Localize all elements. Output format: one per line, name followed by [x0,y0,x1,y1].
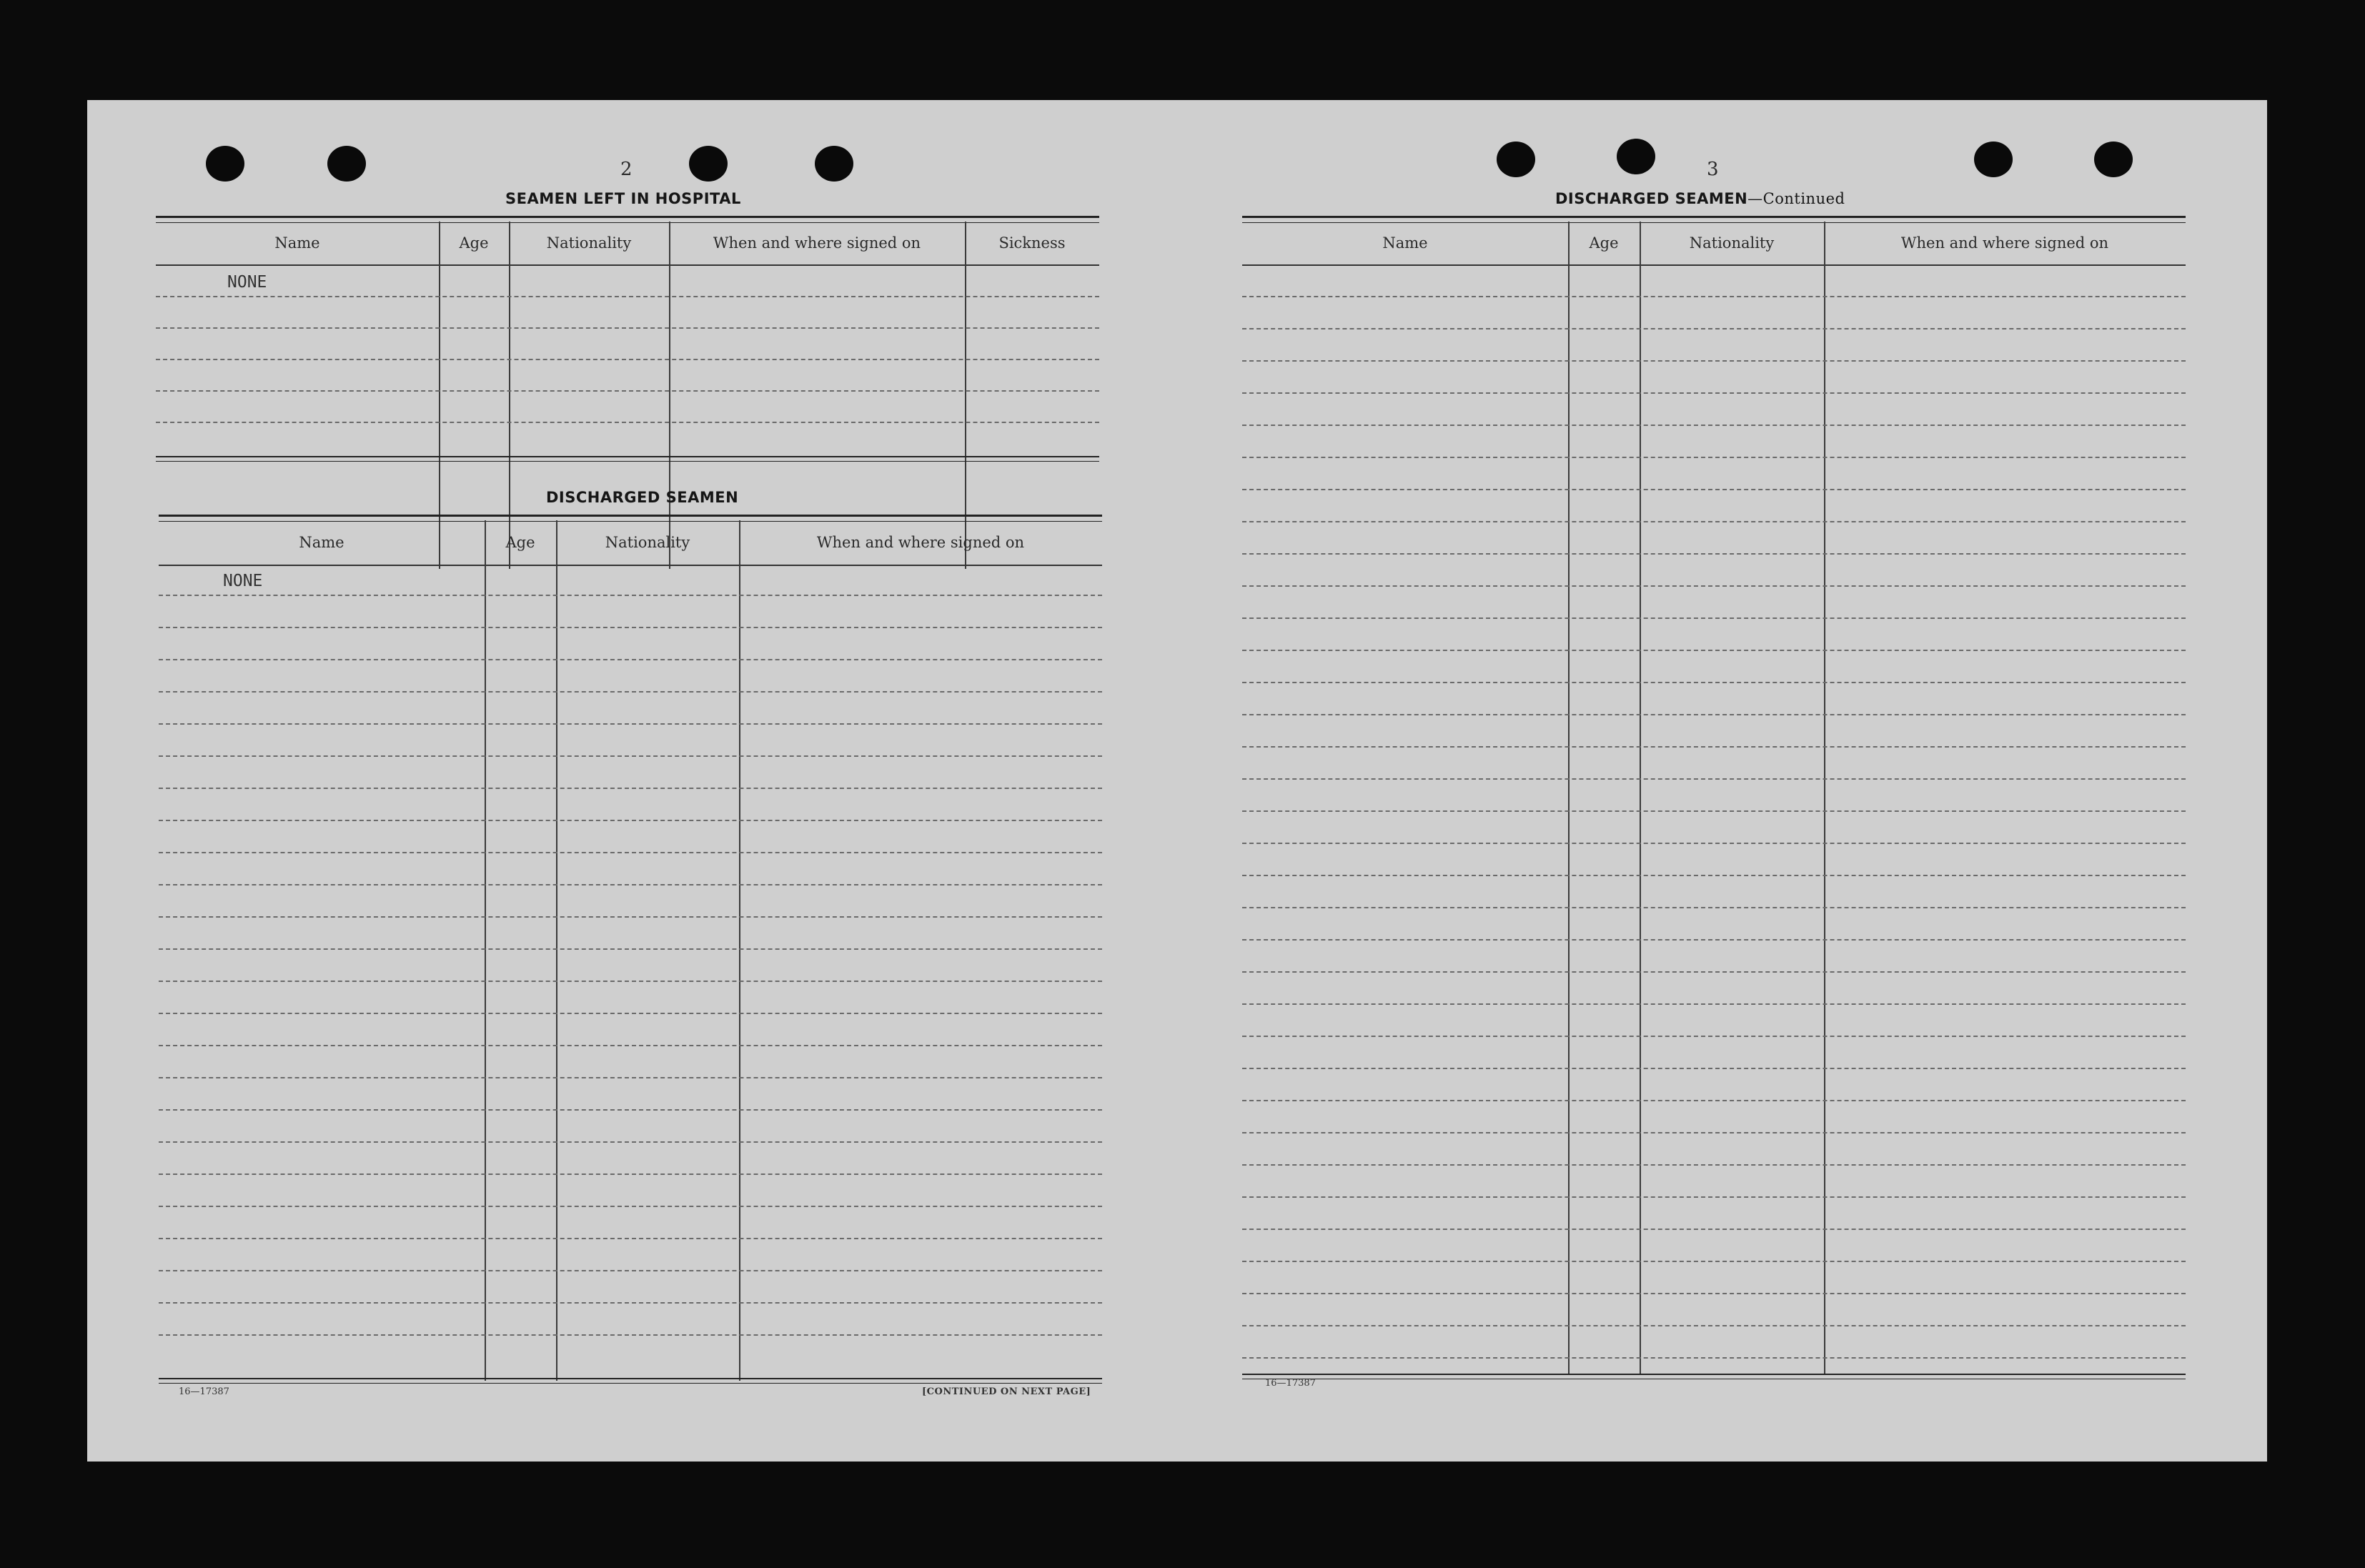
table-row [1242,1068,2186,1069]
punch-hole [1617,139,1655,174]
column-divider [485,520,486,1381]
table-row [1242,360,2186,362]
table-row [1242,1196,2186,1198]
column-divider [556,520,557,1381]
table-row [1242,553,2186,555]
continued-note: [CONTINUED ON NEXT PAGE] [922,1386,1091,1397]
punch-hole [815,146,853,182]
table-row [1242,1293,2186,1294]
table-row [159,852,1102,853]
section-title-suffix: —Continued [1747,190,1845,207]
hospital-section-title: SEAMEN LEFT IN HOSPITAL [505,190,741,207]
table-row [159,1302,1102,1304]
column-header-when-where: When and where signed on [1900,234,2109,252]
column-divider [1640,222,1641,1374]
table-row [1242,1164,2186,1166]
hospital-row-name: NONE [227,273,267,292]
column-header-when-where: When and where signed on [713,234,921,252]
table-row [159,1013,1102,1014]
punch-hole [327,146,366,182]
bottom-rule [159,1378,1102,1384]
table-row [156,359,1099,360]
table-row [156,327,1099,329]
table-row [1242,875,2186,876]
table-row [1242,1100,2186,1101]
table-row [159,691,1102,693]
table-row [159,884,1102,885]
discharged-continued-title [1555,190,1845,207]
table-row [159,659,1102,660]
table-row [1242,746,2186,748]
table-row [1242,617,2186,619]
table-row [159,755,1102,757]
table-row [156,422,1099,423]
table-row [159,1109,1102,1111]
table-row [159,1238,1102,1239]
punch-hole [2094,142,2133,177]
column-header-nationality: Nationality [605,534,690,551]
table-row [1242,521,2186,522]
table-row [1242,328,2186,329]
table-header-row [159,520,1102,566]
discharged-section-title: DISCHARGED SEAMEN [546,489,739,506]
discharged-continued-table [1242,216,2186,1381]
table-row [1242,650,2186,651]
table-row [1242,425,2186,426]
table-row [159,948,1102,950]
column-header-nationality: Nationality [1689,234,1775,252]
page-number-left: 2 [620,159,633,180]
column-divider [1568,222,1570,1374]
table-row [1242,585,2186,587]
column-header-age: Age [459,234,489,252]
table-row [159,723,1102,725]
page-number-right: 3 [1707,159,1719,180]
ledger-paper [87,100,2267,1462]
table-row [1242,1229,2186,1230]
table-row [1242,907,2186,908]
table-row [1242,489,2186,490]
discharged-table [159,515,1102,1382]
table-row [1242,843,2186,844]
column-header-nationality: Nationality [546,234,632,252]
table-row [1242,939,2186,941]
table-row [1242,1036,2186,1037]
table-row [1242,971,2186,973]
table-row [159,1141,1102,1143]
table-row [159,1173,1102,1175]
table-header-row [156,222,1099,266]
form-number-left: 16—17387 [179,1386,229,1397]
table-row [159,1206,1102,1207]
column-header-when-where: When and where signed on [816,534,1025,551]
table-row [159,627,1102,628]
column-header-sickness: Sickness [998,234,1066,252]
table-row [159,1077,1102,1078]
bottom-rule [1242,1374,2186,1379]
punch-hole [689,146,728,182]
table-row [159,1045,1102,1046]
column-header-name: Name [1382,234,1428,252]
table-row [1242,1132,2186,1133]
table-row [159,595,1102,596]
form-number-right: 16—17387 [1265,1378,1316,1389]
table-row [156,296,1099,297]
table-row [159,1270,1102,1271]
table-row [159,820,1102,821]
table-row [1242,296,2186,297]
punch-hole [1974,142,2013,177]
table-row [1242,457,2186,458]
table-row [1242,1003,2186,1005]
section-title-text: DISCHARGED SEAMEN [1555,190,1748,207]
table-row [1242,810,2186,812]
column-header-age: Age [1589,234,1619,252]
table-row [159,916,1102,918]
bottom-rule [156,456,1099,462]
discharged-row-name: NONE [223,572,263,590]
column-divider [739,520,740,1381]
table-row [156,390,1099,392]
column-header-age: Age [505,534,535,551]
table-row [1242,682,2186,683]
table-row [159,788,1102,789]
table-row [1242,1357,2186,1359]
table-row [1242,1261,2186,1262]
column-header-name: Name [299,534,344,551]
punch-hole [1497,142,1535,177]
table-row [1242,778,2186,780]
punch-hole [206,146,244,182]
table-row [1242,392,2186,394]
table-row [159,1334,1102,1336]
table-row [1242,1325,2186,1326]
column-divider [1824,222,1825,1374]
table-header-row [1242,222,2186,266]
column-header-name: Name [274,234,320,252]
table-row [1242,714,2186,715]
table-row [159,981,1102,982]
